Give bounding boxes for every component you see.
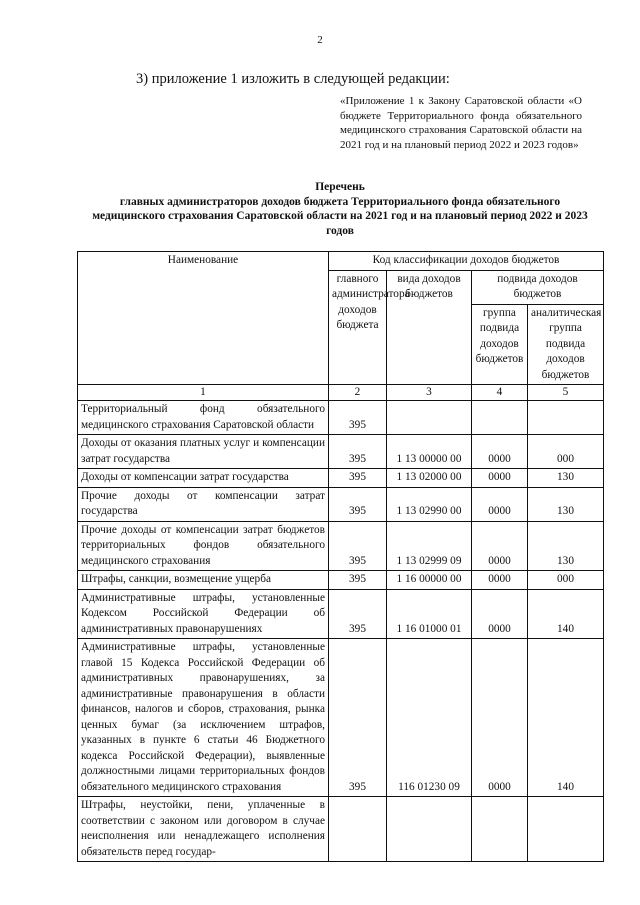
list-title [90, 180, 590, 238]
column-number: 1 [78, 385, 329, 401]
row-income-code [387, 797, 472, 862]
row-name: Штрафы, санкции, возмещение ущерба [78, 571, 329, 590]
row-name: Прочие доходы от компенсации затрат бюджетов территориальных фондов обязательного медицинского страхования [78, 521, 329, 571]
row-admin-code: 395 [329, 487, 387, 521]
header-subtype: подвида доходов бюджетов [472, 270, 604, 304]
row-group-code: 0000 [472, 639, 528, 797]
instruction-text: 3) приложение 1 изложить в следующей редакции: [136, 71, 450, 87]
table-row [78, 401, 604, 435]
row-group-code: 0000 [472, 589, 528, 639]
header-name: Наименование [78, 252, 329, 385]
table-row [78, 571, 604, 590]
row-income-code: 1 16 00000 00 [387, 571, 472, 590]
table-row [78, 469, 604, 488]
column-number: 3 [387, 385, 472, 401]
row-admin-code: 395 [329, 401, 387, 435]
table-row [78, 797, 604, 862]
row-name: Доходы от компенсации затрат государства [78, 469, 329, 488]
row-admin-code: 395 [329, 521, 387, 571]
row-analytic-code: 000 [528, 571, 604, 590]
row-admin-code: 395 [329, 435, 387, 469]
header-analytic-group: аналитическая группа подвида доходов бюджетов [528, 304, 604, 385]
table-row [78, 521, 604, 571]
row-income-code: 1 13 02999 09 [387, 521, 472, 571]
row-income-code: 1 16 01000 01 [387, 589, 472, 639]
row-name: Прочие доходы от компенсации затрат государства [78, 487, 329, 521]
row-income-code: 116 01230 09 [387, 639, 472, 797]
row-analytic-code: 130 [528, 487, 604, 521]
row-admin-code: 395 [329, 571, 387, 590]
row-group-code [472, 797, 528, 862]
row-name: Административные штрафы, установленные главой 15 Кодекса Российской Федерации об административных правонарушениях, за административные правонарушения в области финансов, налогов и сборов, страхования, рынка ценных бумаг (за исключением штрафов, указанных в пункте 6 статьи 46 Бюджетного кодекса Российской Федерации), выявленные должностными лицами территориальных фондов обязательного медицинского страхования [78, 639, 329, 797]
row-group-code: 0000 [472, 487, 528, 521]
row-analytic-code: 140 [528, 639, 604, 797]
row-analytic-code: 130 [528, 469, 604, 488]
header-subtype-group: группа подвида доходов бюджетов [472, 304, 528, 385]
table-row [78, 435, 604, 469]
page-number: 2 [317, 34, 323, 46]
column-number: 4 [472, 385, 528, 401]
column-number: 5 [528, 385, 604, 401]
row-name: Доходы от оказания платных услуг и компенсации затрат государства [78, 435, 329, 469]
row-analytic-code [528, 401, 604, 435]
row-group-code: 0000 [472, 571, 528, 590]
administrators-table [77, 251, 604, 862]
row-admin-code: 395 [329, 589, 387, 639]
list-title-subheading: главных администраторов доходов бюджета Территориального фонда обязательного медицинского страхования Саратовской области на 2021 год и на плановый период 2022 и 2023 годов [92, 195, 588, 237]
row-admin-code: 395 [329, 639, 387, 797]
row-admin-code: 395 [329, 469, 387, 488]
header-code-group: Код классификации доходов бюджетов [329, 252, 604, 271]
table-row [78, 639, 604, 797]
row-income-code: 1 13 02000 00 [387, 469, 472, 488]
row-income-code [387, 401, 472, 435]
row-name: Административные штрафы, установленные Кодексом Российской Федерации об административных правонарушениях [78, 589, 329, 639]
list-title-heading: Перечень [315, 181, 365, 193]
column-number: 2 [329, 385, 387, 401]
row-group-code: 0000 [472, 469, 528, 488]
row-analytic-code: 000 [528, 435, 604, 469]
header-income-type: вида доходов бюджетов [387, 270, 472, 385]
row-admin-code [329, 797, 387, 862]
row-income-code: 1 13 00000 00 [387, 435, 472, 469]
row-group-code [472, 401, 528, 435]
row-analytic-code [528, 797, 604, 862]
row-analytic-code: 130 [528, 521, 604, 571]
row-group-code: 0000 [472, 435, 528, 469]
row-name: Территориальный фонд обязательного медицинского страхования Саратовской области [78, 401, 329, 435]
table-row [78, 487, 604, 521]
table-row [78, 589, 604, 639]
row-name: Штрафы, неустойки, пени, уплаченные в соответствии с законом или договором в случае неисполнения или ненадлежащего исполнения обязательств перед государ- [78, 797, 329, 862]
header-chief-admin: главного администратора доходов бюджета [329, 270, 387, 385]
appendix-reference: «Приложение 1 к Закону Саратовской области «О бюджете Территориального фонда обязательного медицинского страхования Саратовской области на 2021 год и на плановый период 2022 и 2023 годов» [340, 95, 582, 151]
row-income-code: 1 13 02990 00 [387, 487, 472, 521]
row-group-code: 0000 [472, 521, 528, 571]
row-analytic-code: 140 [528, 589, 604, 639]
